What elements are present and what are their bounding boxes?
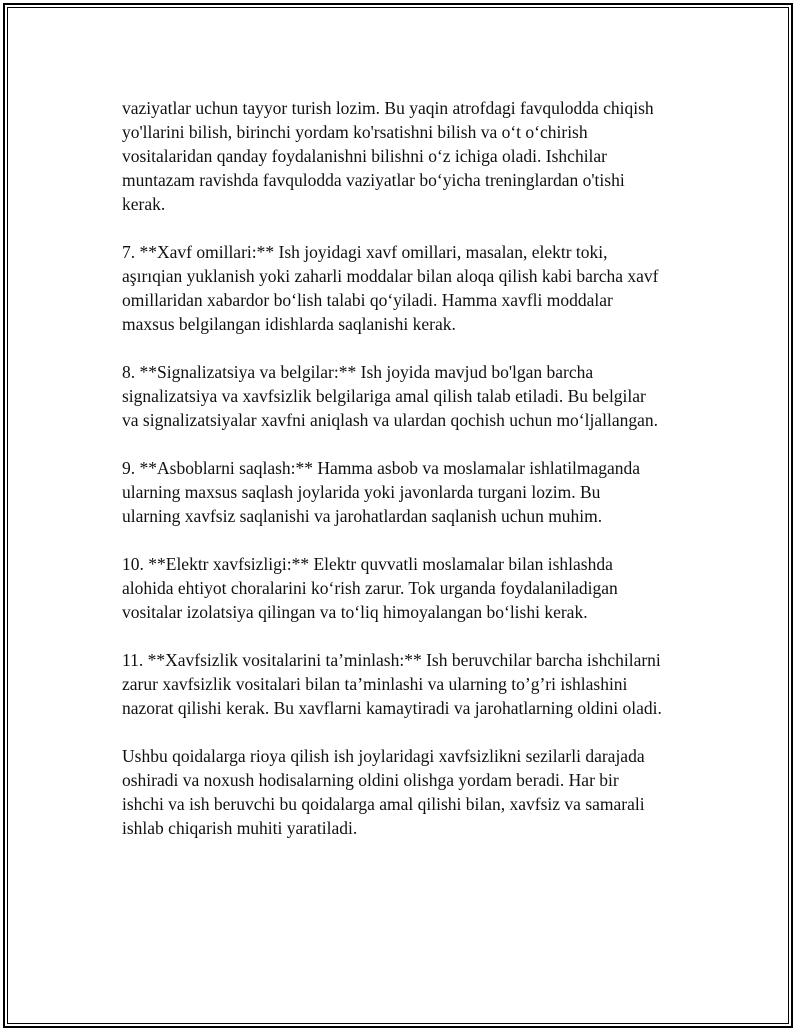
paragraph-conclusion: Ushbu qoidalarga rioya qilish ish joylaridagi xavfsizlikni sezilarli darajada oshiradi va noxush hodisalarning oldini olishga yordam beradi. Har bir ishchi va ish beruvchi bu qoidalarga amal qilishi bilan, xavfsiz va samarali ishlab chiqarish muhiti yaratiladi. bbox=[122, 746, 645, 838]
paragraph-electrical-safety: 10. **Elektr xavfsizligi:** Elektr quvvatli moslamalar bilan ishlashda alohida ehtiyot choralarini ko‘rish zarur. Tok urganda foydalaniladigan vositalar izolatsiya qilingan va to‘liq himoyalangan bo‘lishi kerak. bbox=[122, 554, 618, 622]
paragraph-signals-and-signs: 8. **Signalizatsiya va belgilar:** Ish joyida mavjud bo'lgan barcha signalizatsiya va xavfsizlik belgilariga amal qilish talab etiladi. Bu belgilar va signalizatsiyalar xavfni aniqlash va ulardan qochish uchun mo‘ljallangan. bbox=[122, 362, 659, 430]
paragraph-tool-storage: 9. **Asboblarni saqlash:** Hamma asbob va moslamalar ishlatilmaganda ularning maxsus saqlash joylarida yoki javonlarda turgani lozim. Bu ularning xavfsiz saqlanishi va jarohatlardan saqlanish uchun muhim. bbox=[122, 458, 641, 526]
page-frame bbox=[3, 3, 793, 1028]
document-body bbox=[122, 96, 702, 864]
paragraph-emergency-readiness: vaziyatlar uchun tayyor turish lozim. Bu yaqin atrofdagi favqulodda chiqish yo'llarini bilish, birinchi yordam ko'rsatishni bilish va o‘t o‘chirish vositalaridan qanday foydalanishni bilishni o‘z ichiga oladi. Ishchilar muntazam ravishda favqulodda vaziyatlar bo‘yicha treninglardan o'tishi kerak. bbox=[122, 98, 654, 214]
paragraph-hazard-factors: 7. **Xavf omillari:** Ish joyidagi xavf omillari, masalan, elektr toki, aşırıqian yuklanish yoki zaharli moddalar bilan aloqa qilish kabi barcha xavf omillaridan xabardor bo‘lish talabi qo‘yiladi. Hamma xavfli moddalar maxsus belgilangan idishlarda saqlanishi kerak. bbox=[122, 242, 659, 334]
paragraph-safety-equipment: 11. **Xavfsizlik vositalarini ta’minlash:** Ish beruvchilar barcha ishchilarni zarur xavfsizlik vositalari bilan ta’minlashi va ularning to’g’ri ishlashini nazorat qilishi kerak. Bu xavflarni kamaytiradi va jarohatlarning oldini oladi. bbox=[122, 650, 662, 718]
